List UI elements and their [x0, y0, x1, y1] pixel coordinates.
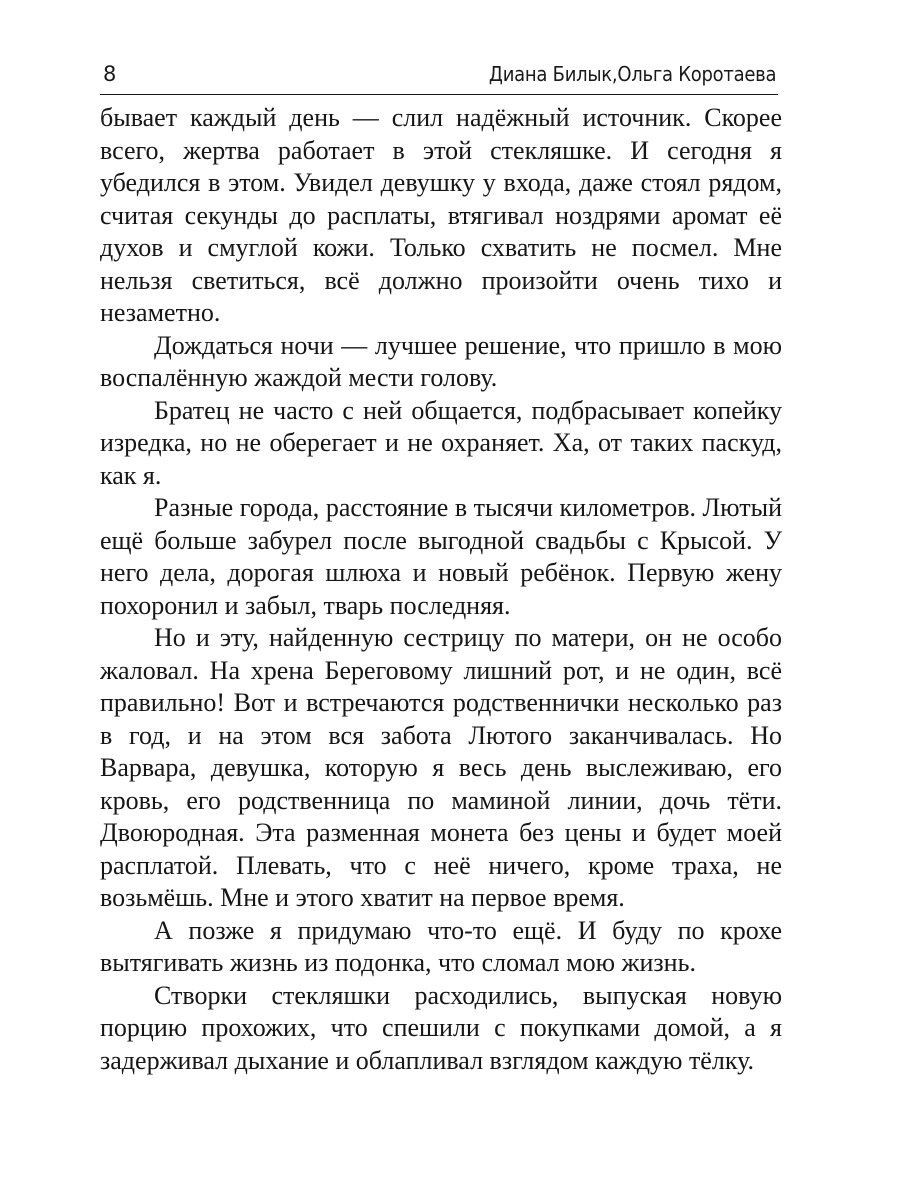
paragraph: Разные города, расстояние в тысячи километров. Лютый ещё больше забурел после выгодной свадьбы с Крысой. У него дела, дорогая шлюха и новый ребёнок. Первую жену похоронил и забыл, тварь последняя. [100, 493, 782, 620]
paragraph: Но и эту, найденную сестрицу по матери, он не особо жаловал. На хрена Береговому лишний рот, и не один, всё правильно! Вот и встречаются родственнички несколько раз в год, и на этом вся забота Лютого заканчивалась. Но Варвара, девушка, которую я весь день выслеживаю, его кровь, его родственница по маминой линии, дочь тёти. Двоюродная. Эта разменная монета без цены и будет моей расплатой. Плевать, что с неё ничего, кроме траха, не возьмёшь. Мне и этого хватит на первое время. [100, 623, 782, 912]
page-number: 8 [103, 62, 117, 86]
book-authors: Диана Билык,Ольга Коротаева [488, 62, 776, 86]
paragraph: Дождаться ночи — лучшее решение, что пришло в мою воспалённую жаждой мести голову. [100, 330, 782, 392]
running-head [100, 54, 778, 95]
paragraph: А позже я придумаю что-то ещё. И буду по крохе вытягивать жизнь из подонка, что сломал мою жизнь. [100, 915, 782, 977]
paragraph: Створки стекляшки расходились, выпуская новую порцию прохожих, что спешили с покупками домой, а я задерживал дыхание и облапливал взглядом каждую тёлку. [100, 980, 782, 1075]
paragraph-continuation: бывает каждый день — слил надёжный источник. Скорее всего, жертва работает в этой стекляшке. И сегодня я убедился в этом. Увидел девушку у входа, даже стоял рядом, считая секунды до расплаты, втягивал ноздрями аромат её духов и смуглой кожи. Только схватить не посмел. Мне нельзя светиться, всё должно произойти очень тихо и незаметно. [100, 103, 782, 327]
paragraph: Братец не часто с ней общается, подбрасывает копейку изредка, но не оберегает и не охраняет. Ха, от таких паскуд, как я. [100, 395, 782, 490]
text-body [100, 102, 782, 1077]
